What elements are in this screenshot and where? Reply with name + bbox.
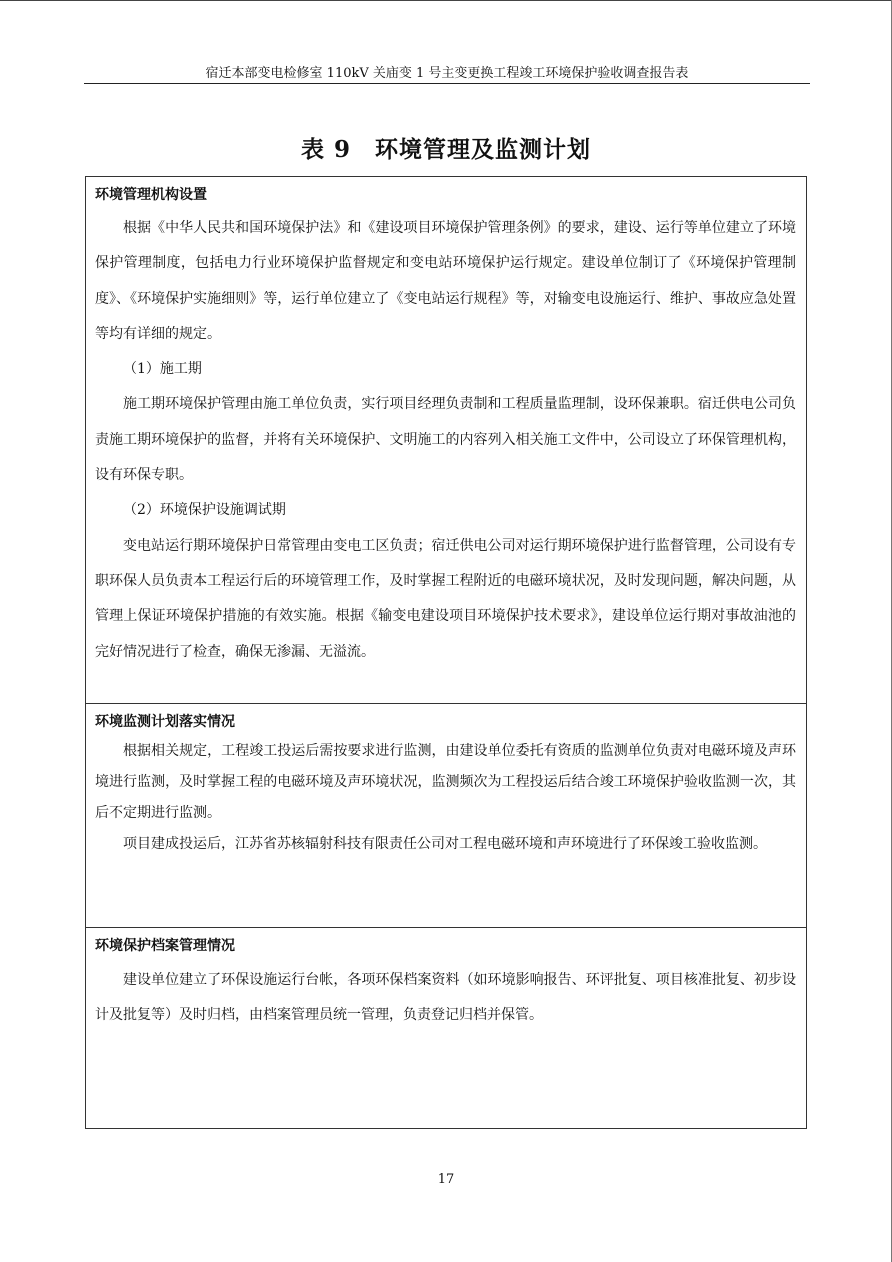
page-title: 表 9 环境管理及监测计划 <box>300 136 591 163</box>
page-number: 17 <box>437 1172 455 1187</box>
paragraph: 根据《中华人民共和国环境保护法》和《建设项目环境保护管理条例》的要求，建设、运行等单位建立了环境保护管理制度，包括电力行业环境保护监督规定和变电站环境保护运行规定。建设单位制订了《环境保护管理制度》、《环境保护实施细则》等，运行单位建立了《变电站运行规程》等，对输变电设施运行、维护、事故应急处置等均有详细的规定。 <box>95 220 796 342</box>
paragraph: 变电站运行期环境保护日常管理由变电工区负责；宿迁供电公司对运行期环境保护进行监督管理，公司设有专职环保人员负责本工程运行后的环境管理工作，及时掌握工程附近的电磁环境状况，及时发现问题，解决问题，从管理上保证环境保护措施的有效实施。根据《输变电建设项目环境保护技术要求》，建设单位运行期对事故油池的完好情况进行了检查，确保无渗漏、无溢流。 <box>95 537 796 660</box>
page-top-border <box>0 0 892 1</box>
subheading-commissioning-period: （2）环境保护设施调试期 <box>123 502 286 519</box>
section-environmental-management-organization <box>86 177 806 703</box>
section-archive-management <box>86 927 806 1128</box>
section-heading: 环境监测计划落实情况 <box>95 714 235 730</box>
paragraph: 根据相关规定，工程竣工投运后需按要求进行监测，由建设单位委托有资质的监测单位负责对电磁环境及声环境进行监测，及时掌握工程的电磁环境及声环境状况，监测频次为工程投运后结合竣工环境保护验收监测一次，其后不定期进行监测。 <box>95 743 796 821</box>
paragraph: 施工期环境保护管理由施工单位负责，实行项目经理负责制和工程质量监理制，设环保兼职。宿迁供电公司负责施工期环境保护的监督，并将有关环境保护、文明施工的内容列入相关施工文件中，公司设立了环保管理机构，设有环保专职。 <box>95 396 796 484</box>
paragraph: 项目建成投运后，江苏省苏核辐射科技有限责任公司对工程电磁环境和声环境进行了环保竣工验收监测。 <box>123 836 767 852</box>
section-monitoring-plan-implementation <box>86 703 806 927</box>
section-heading: 环境管理机构设置 <box>95 187 207 203</box>
paragraph: 建设单位建立了环保设施运行台帐，各项环保档案资料（如环境影响报告、环评批复、项目核准批复、初步设计及批复等）及时归档，由档案管理员统一管理，负责登记归档并保管。 <box>95 972 796 1024</box>
subheading-construction-period: （1）施工期 <box>123 361 202 378</box>
section-heading: 环境保护档案管理情况 <box>95 938 235 954</box>
running-header: 宿迁本部变电检修室 110kV 关庙变 1 号主变更换工程竣工环境保护验收调查报告表 <box>205 66 689 81</box>
content-table <box>85 176 807 1129</box>
header-rule <box>84 83 810 84</box>
